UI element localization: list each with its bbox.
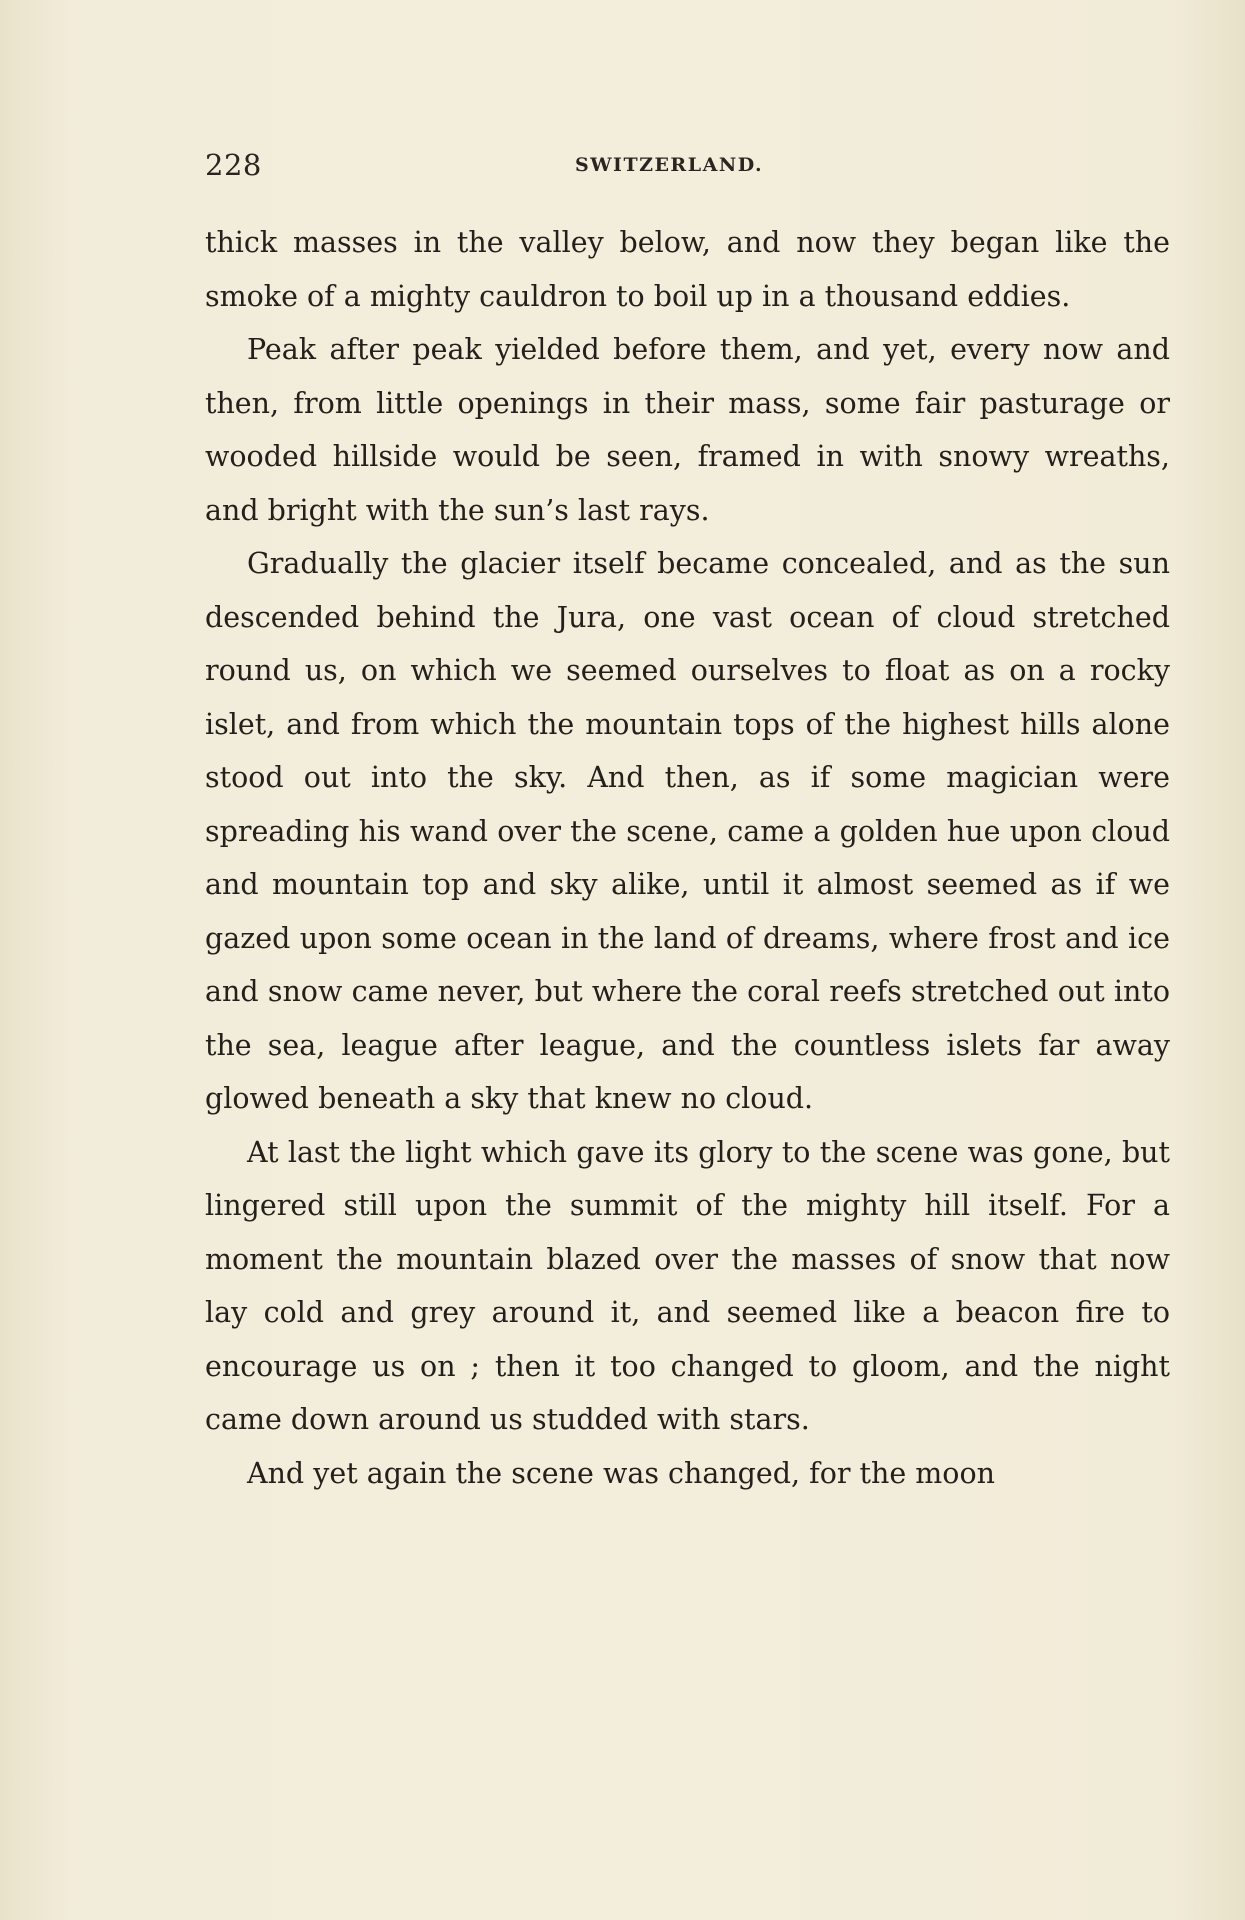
running-title: SWITZERLAND. — [575, 154, 764, 176]
paragraph-2: Peak after peak yielded before them, and yet, every now and then, from little openings in their mass, some fair pasturage or wooded hillside would be seen, framed in with snowy wreaths, and bright with the sun’s last rays. — [205, 333, 1170, 527]
page-header — [205, 148, 1165, 194]
paragraph-3: Gradually the glacier itself became concealed, and as the sun descended behind the Jura, one vast ocean of cloud stretched round us, on which we seemed ourselves to float as on a rocky islet, and from which the mountain tops of the highest hills alone stood out into the sky. And then, as if some magician were spreading his wand over the scene, came a golden hue upon cloud and mountain top and sky alike, until it almost seemed as if we gazed upon some ocean in the land of dreams, where frost and ice and snow came never, but where the coral reefs stretched out into the sea, league after league, and the countless islets far away glowed beneath a sky that knew no cloud. — [205, 547, 1170, 1115]
paragraph-1: thick masses in the valley below, and now they began like the smoke of a mighty cauldron to boil up in a thousand eddies. — [205, 226, 1170, 313]
page-number: 228 — [205, 148, 262, 182]
body-text — [205, 216, 1170, 1500]
paragraph-5: And yet again the scene was changed, for the moon — [247, 1456, 995, 1490]
paragraph-4: At last the light which gave its glory to the scene was gone, but lingered still upon the summit of the mighty hill itself. For a moment the mountain blazed over the masses of snow that now lay cold and grey around it, and seemed like a beacon fire to encourage us on ; then it too changed to gloom, and the night came down around us studded with stars. — [205, 1135, 1170, 1436]
